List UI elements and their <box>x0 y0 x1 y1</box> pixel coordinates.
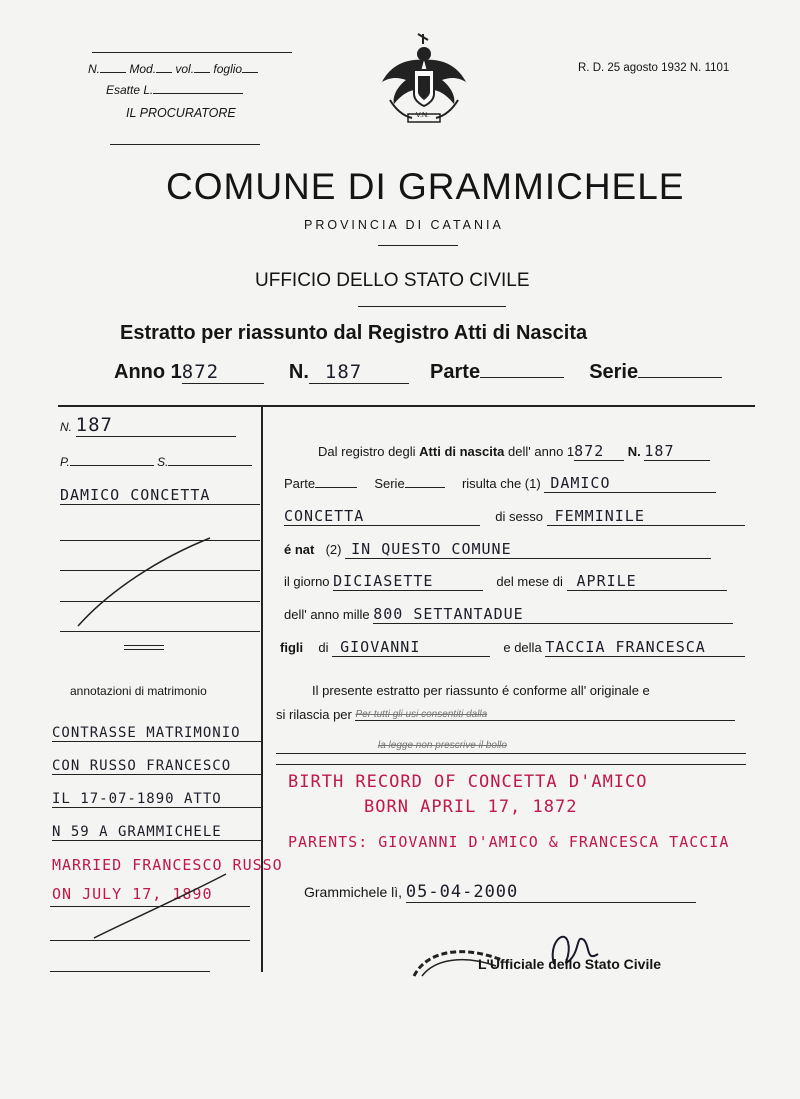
giorno-value: DICIASETTE <box>333 572 483 591</box>
rilascia-line: si rilascia per Per tutti gli usi consentiti dalla <box>276 707 735 723</box>
header-divider <box>58 405 755 407</box>
emblem-text: V.N. <box>416 112 429 119</box>
anno-mille-value: 800 SETTANTADUE <box>373 605 733 624</box>
registro-line: Dal registro degli Atti di nascita dell' anno 1872 N. 187 <box>318 442 710 461</box>
number-value: 187 <box>309 361 409 384</box>
eagle-coat-of-arms-icon <box>378 30 470 135</box>
rule <box>110 144 260 145</box>
giorno-line: il giorno DICIASETTE del mese di APRILE <box>284 572 727 591</box>
figli-line: figli di GIOVANNI e della TACCIA FRANCESCA <box>280 638 745 657</box>
right-number-value: 187 <box>644 442 710 461</box>
red-marriage-note-1: MARRIED FRANCESCO RUSSO <box>52 856 283 874</box>
provincia-subtitle: PROVINCIA DI CATANIA <box>304 218 504 232</box>
rilascia-line-2 <box>276 735 746 754</box>
esatte-line: Esatte L. <box>106 83 243 97</box>
red-parents-note: PARENTS: GIOVANNI D'AMICO & FRANCESCA TACCIA <box>288 833 730 851</box>
left-number-line: N. 187 <box>60 414 236 437</box>
annotazioni-label: annotazioni di matrimonio <box>70 684 207 698</box>
sesso-line: CONCETTA di sesso FEMMINILE <box>284 507 745 526</box>
right-anno-value: 872 <box>574 442 624 461</box>
anno-value: 872 <box>182 361 264 384</box>
left-p-s-line: P. S. <box>60 455 252 469</box>
rule <box>378 245 458 246</box>
rule <box>50 971 210 972</box>
strike-diagonal <box>90 870 230 942</box>
nat-line: é nat (2) IN QUESTO COMUNE <box>284 540 711 559</box>
surname-value: DAMICO <box>544 474 716 493</box>
signature-icon <box>540 924 610 984</box>
procuratore-label: IL PROCURATORE <box>126 106 236 120</box>
estratto-heading: Estratto per riassunto dal Registro Atti di Nascita <box>120 322 588 344</box>
struck-purpose-1: Per tutti gli usi consentiti dalla <box>355 709 488 720</box>
anno-line: Anno 1872 N. 187 Parte Serie <box>114 361 722 384</box>
sesso-value: FEMMINILE <box>547 507 745 526</box>
marriage-line-4: N 59 A GRAMMICHELE <box>52 824 262 841</box>
given-name-value: CONCETTA <box>284 507 480 526</box>
rule <box>124 649 164 650</box>
left-number-value: 187 <box>76 414 236 437</box>
left-name-value: DAMICO CONCETTA <box>60 486 260 505</box>
strike-diagonal <box>70 530 220 630</box>
anno-mille-line: dell' anno mille 800 SETTANTADUE <box>284 605 733 624</box>
ufficio-title: UFFICIO DELLO STATO CIVILE <box>255 270 530 291</box>
registry-ref-line: N. Mod. vol. foglio <box>88 62 258 76</box>
place-date-line: Grammichele lì, 05-04-2000 <box>304 882 696 903</box>
father-value: GIOVANNI <box>332 638 490 657</box>
mother-value: TACCIA FRANCESCA <box>545 638 745 657</box>
conforme-statement: Il presente estratto per riassunto é conforme all' originale e <box>312 683 650 698</box>
column-divider <box>261 406 263 972</box>
rule <box>358 306 506 307</box>
rule <box>92 52 292 53</box>
red-birth-record-note: BIRTH RECORD OF CONCETTA D'AMICO <box>288 772 648 792</box>
decree-reference: R. D. 25 agosto 1932 N. 1101 <box>578 62 730 74</box>
rule <box>276 764 746 765</box>
red-marriage-note-2: ON JULY 17, 1890 <box>52 885 213 903</box>
date-value: 05-04-2000 <box>406 882 696 903</box>
struck-purpose-2: la legge non prescrive il bollo <box>378 740 507 751</box>
marriage-line-2: CON RUSSO FRANCESCO <box>52 758 262 775</box>
red-born-note: BORN APRIL 17, 1872 <box>364 797 578 817</box>
comune-title: COMUNE DI GRAMMICHELE <box>166 166 685 207</box>
mese-value: APRILE <box>567 572 727 591</box>
ufficiale-label: L'Ufficiale dello Stato Civile <box>478 956 662 972</box>
risulta-line: Parte Serie risulta che (1) DAMICO <box>284 474 716 493</box>
rule <box>124 645 164 646</box>
rule <box>60 631 260 632</box>
marriage-line-1: CONTRASSE MATRIMONIO <box>52 725 262 742</box>
nat-value: IN QUESTO COMUNE <box>345 540 711 559</box>
marriage-line-3: IL 17-07-1890 ATTO <box>52 791 262 808</box>
